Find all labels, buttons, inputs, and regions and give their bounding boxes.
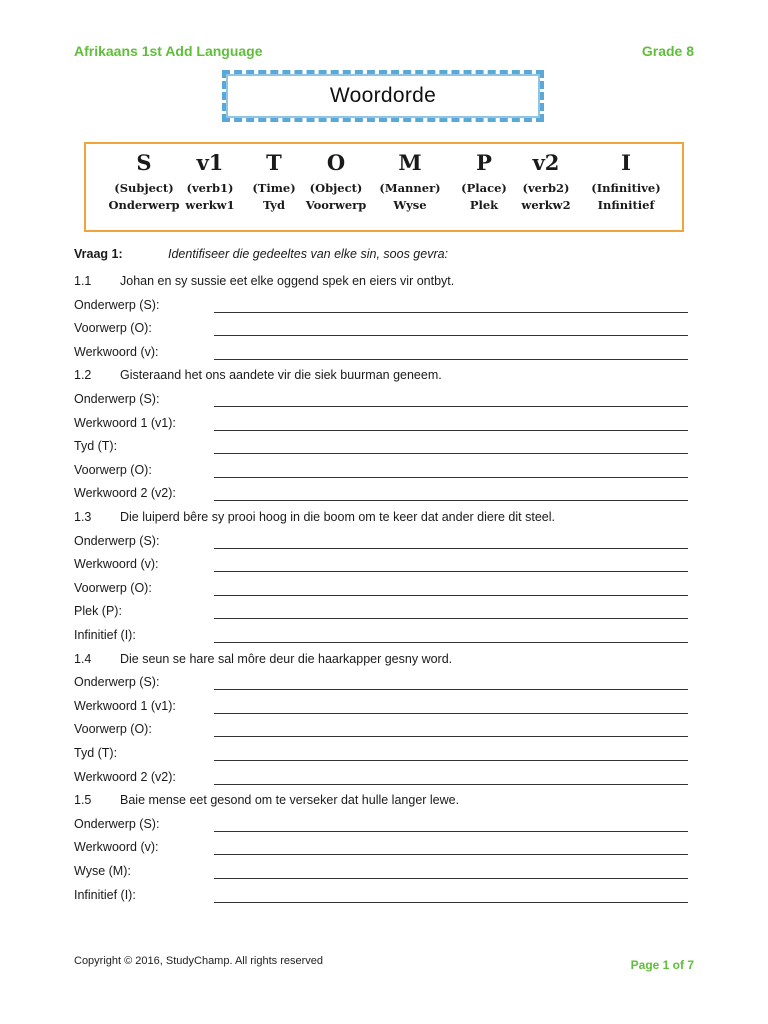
- answer-line[interactable]: [214, 854, 688, 855]
- legend-english: (Manner): [379, 181, 441, 195]
- item-number: 1.4: [74, 651, 92, 666]
- answer-line[interactable]: [214, 548, 688, 549]
- answer-label: Werkwoord 1 (v1):: [74, 415, 176, 430]
- answer-row: [74, 392, 688, 410]
- item-sentence-row: [74, 793, 688, 811]
- answer-line[interactable]: [214, 595, 688, 596]
- legend-afrikaans: werkw2: [521, 198, 571, 212]
- answer-label: Tyd (T):: [74, 439, 118, 454]
- legend-letter: v2: [532, 150, 560, 175]
- legend-letter: S: [136, 150, 152, 175]
- answer-label: Voorwerp (O):: [74, 321, 152, 336]
- answer-label: Voorwerp (O):: [74, 722, 152, 737]
- item-number: 1.3: [74, 510, 92, 524]
- answer-row: [74, 557, 688, 575]
- answer-line[interactable]: [214, 784, 688, 785]
- legend-english: (Object): [309, 181, 363, 195]
- answer-label: Plek (P):: [74, 604, 122, 619]
- answer-line[interactable]: [214, 642, 688, 643]
- legend-english: (Place): [461, 181, 507, 195]
- legend-english: (verb2): [522, 181, 570, 195]
- answer-line[interactable]: [214, 878, 688, 879]
- legend-english: (Infinitive): [591, 181, 661, 195]
- answer-row: [74, 534, 688, 552]
- legend-column: [511, 144, 581, 230]
- legend-column: [370, 144, 450, 230]
- answer-line[interactable]: [214, 902, 688, 903]
- answer-row: [74, 439, 688, 457]
- answer-line[interactable]: [214, 430, 688, 431]
- title-box: [222, 70, 544, 122]
- legend-afrikaans: Wyse: [393, 198, 427, 212]
- answer-line[interactable]: [214, 453, 688, 454]
- legend-column: [296, 144, 376, 230]
- legend-afrikaans: Plek: [469, 198, 499, 212]
- legend-column: [581, 144, 671, 230]
- copyright-notice: Copyright © 2016, StudyChamp. All rights reserved: [74, 955, 324, 967]
- word-order-legend: [84, 142, 684, 232]
- legend-afrikaans: werkw1: [185, 198, 235, 212]
- legend-letter: T: [266, 150, 282, 175]
- answer-label: Werkwoord (v):: [74, 344, 159, 359]
- answer-line[interactable]: [214, 406, 688, 407]
- answer-label: Werkwoord (v):: [74, 557, 159, 572]
- answer-row: [74, 770, 688, 788]
- answer-row: [74, 628, 688, 646]
- answer-label: Infinitief (I):: [74, 887, 136, 902]
- legend-letter: v1: [196, 150, 224, 175]
- answer-row: [74, 416, 688, 434]
- answer-row: [74, 888, 688, 906]
- answer-label: Werkwoord (v):: [74, 840, 159, 855]
- legend-letter: P: [476, 150, 492, 175]
- legend-letter: I: [621, 150, 631, 175]
- answer-row: [74, 321, 688, 339]
- answer-row: [74, 345, 688, 363]
- answer-row: [74, 298, 688, 316]
- answer-label: Tyd (T):: [74, 746, 118, 760]
- answer-line[interactable]: [214, 618, 688, 619]
- question-instruction: Identifiseer die gedeeltes van elke sin, soos gevra:: [168, 247, 449, 261]
- item-sentence: Gisteraand het ons aandete vir die siek buurman geneem.: [120, 368, 442, 383]
- page-title: Woordorde: [329, 84, 437, 107]
- legend-afrikaans: Infinitief: [597, 198, 655, 212]
- answer-row: [74, 722, 688, 740]
- legend-english: (Time): [252, 181, 296, 195]
- legend-column: [244, 144, 304, 230]
- answer-label: Werkwoord 2 (v2):: [74, 769, 176, 784]
- answer-label: Onderwerp (S):: [74, 297, 160, 312]
- answer-line[interactable]: [214, 571, 688, 572]
- legend-english: (verb1): [186, 181, 234, 195]
- answer-row: [74, 840, 688, 858]
- page-number: Page 1 of 7: [630, 958, 694, 972]
- answer-row: [74, 817, 688, 835]
- item-sentence-row: [74, 510, 688, 528]
- item-sentence: Die seun se hare sal môre deur die haarkapper gesny word.: [120, 651, 453, 666]
- answer-line[interactable]: [214, 831, 688, 832]
- answer-line[interactable]: [214, 359, 688, 360]
- grade-header: Grade 8: [641, 43, 694, 59]
- answer-line[interactable]: [214, 335, 688, 336]
- answer-line[interactable]: [214, 736, 688, 737]
- legend-afrikaans: Tyd: [262, 198, 286, 212]
- item-sentence-row: [74, 368, 688, 386]
- answer-line[interactable]: [214, 312, 688, 313]
- answer-line[interactable]: [214, 760, 688, 761]
- answer-label: Onderwerp (S):: [74, 675, 160, 690]
- answer-row: [74, 463, 688, 481]
- question-heading: [74, 247, 449, 261]
- answer-row: [74, 581, 688, 599]
- answer-label: Werkwoord 2 (v2):: [74, 486, 176, 501]
- answer-line[interactable]: [214, 477, 688, 478]
- answer-label: Infinitief (I):: [74, 628, 136, 642]
- item-number: 1.5: [74, 793, 92, 808]
- legend-column: [454, 144, 514, 230]
- answer-row: [74, 864, 688, 882]
- subject-header: Afrikaans 1st Add Language: [74, 43, 263, 59]
- item-sentence: Johan en sy sussie eet elke oggend spek en eiers vir ontbyt.: [120, 274, 455, 288]
- legend-letter: M: [398, 150, 422, 175]
- answer-row: [74, 699, 688, 717]
- item-sentence: Die luiperd bêre sy prooi hoog in die boom om te keer dat ander diere dit steel.: [120, 510, 555, 524]
- item-sentence-row: [74, 652, 688, 670]
- legend-afrikaans: Voorwerp: [305, 198, 367, 212]
- item-number: 1.2: [74, 368, 92, 383]
- answer-label: Voorwerp (O):: [74, 580, 152, 595]
- answer-label: Onderwerp (S):: [74, 533, 160, 548]
- legend-english: (Subject): [114, 181, 174, 195]
- answer-label: Onderwerp (S):: [74, 816, 160, 831]
- answer-row: [74, 746, 688, 764]
- answer-line[interactable]: [214, 713, 688, 714]
- answer-row: [74, 486, 688, 504]
- answer-label: Voorwerp (O):: [74, 462, 152, 477]
- answer-label: Werkwoord 1 (v1):: [74, 698, 176, 713]
- answer-line[interactable]: [214, 689, 688, 690]
- item-number: 1.1: [74, 274, 92, 288]
- legend-column: [175, 144, 245, 230]
- answer-label: Onderwerp (S):: [74, 392, 160, 406]
- legend-letter: O: [326, 150, 346, 175]
- item-sentence: Baie mense eet gesond om te verseker dat hulle langer lewe.: [120, 793, 460, 808]
- answer-line[interactable]: [214, 500, 688, 501]
- item-sentence-row: [74, 274, 688, 292]
- question-label: Vraag 1:: [74, 247, 123, 261]
- answer-label: Wyse (M):: [74, 864, 131, 878]
- answer-row: [74, 675, 688, 693]
- answer-row: [74, 604, 688, 622]
- legend-afrikaans: Onderwerp: [108, 198, 180, 212]
